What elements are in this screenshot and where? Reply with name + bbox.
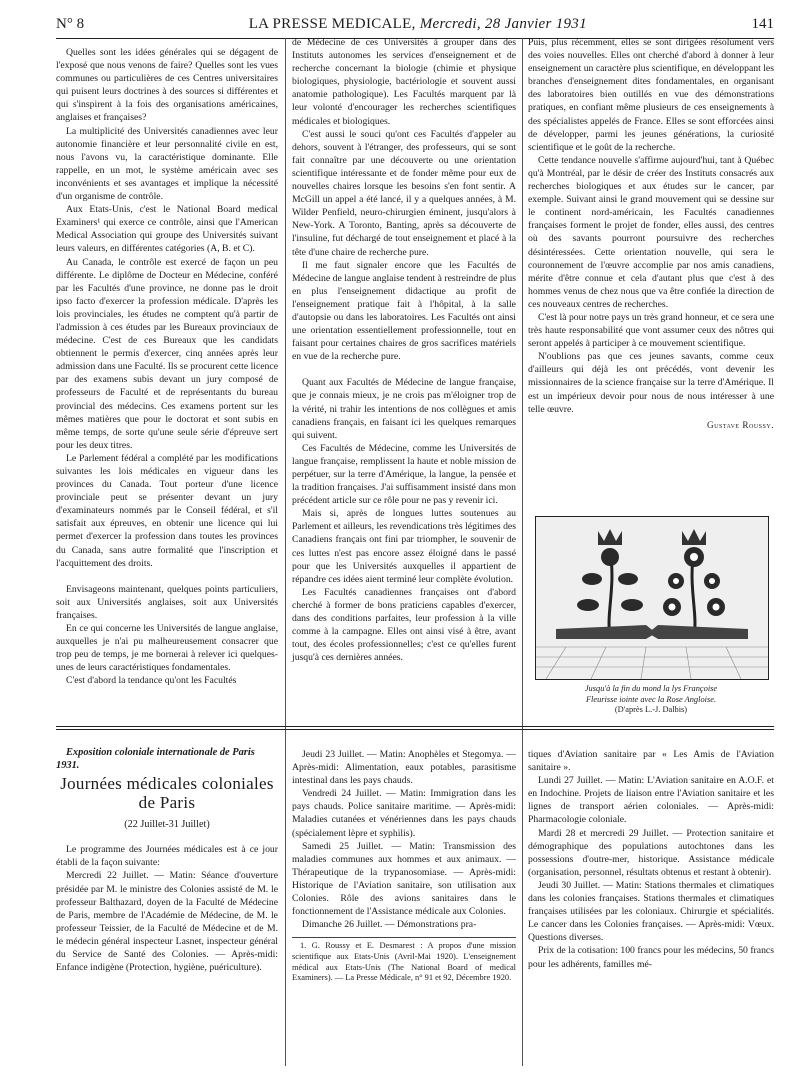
paragraph: Les Facultés canadiennes françaises ont d'abord cherché à former de bons praticiens capables d'exercer, dans des conditions parfaites, leur profession à la ville comme à la campagne. Elles ont ainsi visé à être, avant tout, des écoles professionnelles; c'est ce qu'elles furent jusqu'à ces dernières années.: [292, 586, 516, 664]
paragraph: Dimanche 26 Juillet. — Démonstrations pra-: [302, 919, 477, 931]
paragraph: Il me faut signaler encore que les Facultés de Médecine de langue anglaise tendent à restreindre de plus en plus l'enseignement didactique au profit de l'enseignement pratique fait à l'hôpital, à la salle d'autopsie ou dans les laboratoires. Les Facultés ont ainsi une orientation essentiellement professionnelle, tout en faisant pour certaines chaires de gros sacrifices matériels en vue de la recherche pure.: [292, 259, 516, 363]
figure-caption: [528, 684, 774, 716]
journees-column-3: [528, 748, 774, 971]
paragraph: Quant aux Facultés de Médecine de langue française, que je connais mieux, je ne crois pas m'éloigner trop de la vérité, ni trahir les intentions de nos collègues et amis canadiens français, en faisant ici les quelques remarques qui suivent.: [292, 377, 516, 441]
paragraph: de Médecine de ces Universités à grouper dans des Instituts autonomes les services d'enseignement et de recherche concernant la biologie (chimie et physique biologiques, physiologie, bactériologie et souvent aussi anatomie pathologique). Les Facultés marquent par là leur volonté d'encourager les recherches scientifiques médicales et biologiques.: [292, 37, 516, 127]
footnote-text: 1. G. Roussy et E. Desmarest : A propos d'une mission scientifique aux Etats-Unis (Avril-Mai 1920). L'enseignement médical aux Etats-Unis (The National Board of medical Examiners). — La Presse Médicale, n° 91 et 92, Décembre 1920.: [292, 941, 516, 983]
paragraph: Jeudi 30 Juillet. — Matin: Stations thermales et climatiques dans les colonies françaises. Stations thermales et climatiques françaises utilisées par les coloniaux. Chirurgie et spécialités. Le cancer dans les Colonies françaises. — Après-midi: Vœux. Questions diverses.: [528, 879, 774, 944]
paragraph: En ce qui concerne les Universités de langue anglaise, auxquelles je n'ai pu malheureusement consacrer que trop peu de temps, je me bornerai à relever ici quelques-unes de leurs caractéristiques fondamentales.: [56, 623, 278, 674]
paragraph: Lundi 27 Juillet. — Matin: L'Aviation sanitaire en A.O.F. et en Indochine. Projets de liaison entre l'Aviation sanitaire et les lignes de transport aérien coloniales. — Après-midi: Pharmacologie coloniale.: [528, 775, 774, 826]
page-number: 141: [751, 16, 774, 32]
article-column-1: [56, 46, 278, 688]
paragraph: Prix de la cotisation: 100 francs pour les médecins, 50 francs pour les adhérents, familles mé-: [528, 945, 774, 970]
journal-title: LA PRESSE MEDICALE,: [248, 16, 416, 32]
article-column-3: [528, 36, 774, 432]
paragraph: tiques d'Aviation sanitaire par « Les Amis de l'Aviation sanitaire ».: [528, 749, 774, 774]
section-divider: [56, 726, 774, 727]
journees-column-2: [292, 748, 516, 984]
issue-number: N° 8: [56, 16, 85, 32]
paragraph: Le programme des Journées médicales est à ce jour établi de la façon suivante:: [56, 844, 278, 869]
paragraph: Au Canada, le contrôle est exercé de façon un peu différente. Le diplôme de Docteur en Médecine, conféré par les Facultés d'une province, ne donne pas le droit ipso facto d'exercer la profession médicale. D'après les lois provinciales, les études ne comptent qu'à partir de l'admission à ces études par les Bureaux provinciaux de médecine. C'est de ces Bureaux que les candidats obtiennent le permis d'exercer, cinq années après leur admission dans une Faculté. Ils se procurent cette licence par des examens subis devant un jury composé de professeurs de Faculté et de représentants du bureau provincial des médecins. Ces examens portent sur les mêmes matières que pour le doctorat et sont subis en même temps, de sorte qu'une seule série d'épreuve sert pour les deux titres.: [56, 256, 278, 451]
paragraph: Cette tendance nouvelle s'affirme aujourd'hui, tant à Québec qu'à Montréal, par le désir de créer des Instituts consacrés aux recherches biologiques et aux études sur le cancer, par exemple. Suivant ainsi le grand mouvement qui se dessine sur le continent nord-américain, les Facultés canadiennes françaises forment le projet de fonder, elles aussi, des centres où des savants pourront poursuivre des recherches désintéressées. Cette orientation nouvelle, qui sera le couronnement de l'œuvre accomplie par nos amis canadiens, mérite d'être connue et cela d'autant plus que c'est à des hommes venus de chez nous que va être confiée la direction de ces nouveaux centres de recherches.: [528, 154, 774, 310]
paragraph: Jeudi 23 Juillet. — Matin: Anophèles et Stegomya. — Après-midi: Alimentation, eaux potables, parasitisme intestinal dans les pays chauds.: [292, 749, 516, 787]
paragraph: Mardi 28 et mercredi 29 Juillet. — Protection sanitaire et démographique des populations autochtones dans les possessions d'outre-mer, historique. Assistance médicale (organisation, personnel, résultats obtenus et restant à obtenir).: [528, 827, 774, 878]
paragraph: Aux Etats-Unis, c'est le National Board medical Examiners¹ qui exerce ce contrôle, ainsi que l'American Medical Association qui groupe des Universités suivant leurs valeurs, en différentes catégories (A, B. et C).: [56, 204, 278, 255]
journees-dates: (22 Juillet-31 Juillet): [124, 819, 210, 831]
paragraph: Mais si, après de longues luttes soutenues au Parlement et ailleurs, les revendications très légitimes des Canadiens français ont fini par triompher, le souvenir de ces luttes n'est pas encore assez éloigné dans le passé pour que les Universités auxquelles il appartient de répandre ces idées aient terminé leur complète évolution.: [292, 508, 516, 585]
paragraph: Vendredi 24 Juillet. — Matin: Immigration dans les pays chauds. Police sanitaire maritime. — Après-midi: Maladies cutanées et vénériennes dans les pays chauds (spécialement lèpre et syphilis).: [292, 788, 516, 839]
journal-page: [56, 14, 774, 1074]
section-divider: [56, 729, 774, 730]
engraving-image: [536, 517, 768, 679]
paragraph: C'est d'abord la tendance qu'ont les Facultés: [66, 675, 237, 687]
paragraph: Envisageons maintenant, quelques points particuliers, soit aux Universités anglaises, soit aux Universités françaises.: [56, 583, 278, 621]
paragraph: N'oublions pas que ces jeunes savants, comme ceux d'ailleurs qui déjà les ont précédés, vont devenir les missionnaires de la science française sur la terre d'Amérique. Il est un impérieux devoir pour nous de nous intéresser à une telle œuvre.: [528, 351, 774, 415]
exposition-heading: Exposition coloniale internationale de Paris 1931.: [56, 747, 255, 772]
issue-date: Mercredi, 28 Janvier 1931: [419, 16, 587, 32]
footnote: [292, 937, 516, 983]
column-divider: [285, 736, 286, 1066]
journees-title: Journées médicales coloniales de Paris: [60, 774, 274, 813]
journal-title-line: [249, 16, 587, 33]
paragraph: C'est là pour notre pays un très grand honneur, et ce sera une très haute responsabilité que vont assumer ceux des nôtres qui seront appelés à participer à ce mouvement scientifique.: [528, 311, 774, 350]
caption-line: Jusqu'à la fin du mond la lys Françoise: [584, 684, 718, 693]
journees-column-1: [56, 746, 278, 974]
paragraph: La multiplicité des Universités canadiennes avec leur autonomie financière et leur personnalité civile en est, nous l'avons vu, la caractéristique dominante. Elle rappelle, en un mot, le système américain avec ses inconvénients et ses avantages et implique la nécessité d'un organisme de contrôle.: [56, 125, 278, 203]
paragraph: C'est aussi le souci qu'ont ces Facultés d'appeler au dehors, souvent à l'étranger, des professeurs, qui se sont fait connaître par une découverte ou une orientation scientifique intéressante et de fonder même pour eux de nouvelles chaires lorsque les besoins s'en font sentir. A McGill un appel a été lancé, il y a quelques années, à M. Wilder Penfield, neuro-chirurgien éminent, jusqu'alors à New-York. A Toronto, Banting, après sa découverte de l'insuline, fut déchargé de tout enseignement et placé à la tête d'une chaire de recherche pure.: [292, 128, 516, 258]
caption-credit: (D'après L.-J. Dalbis): [614, 705, 688, 714]
paragraph: Ces Facultés de Médecine, comme les Universités de langue française, remplissent la haute et noble mission de perpétuer, sur la terre d'Amérique, la langue, la pensée et la tradition françaises. J'ai suffisamment insisté dans mon précédent article sur ce rôle pour ne pas y revenir ici.: [292, 442, 516, 507]
article-column-2: [292, 36, 516, 664]
paragraph: Mercredi 22 Juillet. — Matin: Séance d'ouverture présidée par M. le ministre des Colonies assisté de M. le professeur Balthazard, doyen de la Faculté de Médecine de Paris, membre de l'Académie de Médecine, de M. le professeur Teissier, de la Faculté de Médecine et de M. le médecin général inspecteur Lasnet, inspecteur général du Service de Santé des Colonies. — Après-midi: Enfance indigène (Protection, hygiène, puériculture).: [56, 870, 278, 974]
paragraph: Le Parlement fédéral a complété par les modifications suivantes les lois médicales en vigueur dans les provinces du Canada. Tout porteur d'une licence provinciale peut se présenter devant un jury d'examinateurs nommés par le Conseil fédéral, et s'il satisfait aux épreuves, en obtenir une licence qui lui permet d'exercer la profession dans toutes les provinces du Canada, sans autre formalité que l'inscription et l'acquittement des droits.: [56, 452, 278, 569]
rose-and-lily-engraving: [535, 516, 769, 680]
paragraph: Samedi 25 Juillet. — Matin: Transmission des maladies communes aux hommes et aux animaux. — Thérapeutique de la trypanosomiase. — Après-midi: Historique de l'Aviation sanitaire, son utilisation aux Colonies. Rôle des avions sanitaires dans le fonctionnement de l'Assistance médicale aux Colonies.: [292, 840, 516, 918]
caption-line: Fleurisse iointe avec la Rose Angloise.: [585, 694, 717, 704]
column-divider: [522, 38, 523, 738]
author-signature: Gustave Roussy.: [707, 419, 774, 430]
column-divider: [522, 736, 523, 1066]
paragraph: Quelles sont les idées générales qui se dégagent de l'exposé que nous venons de faire? Quelles sont les vues communes ou particulières de ces Centres universitaires qui puisent leurs doctrines à des sources si différentes et qui s'inspirent à la fois des organisations américaines, anglaises et françaises?: [56, 47, 278, 124]
paragraph: Puis, plus récemment, elles se sont dirigées résolument vers des voies nouvelles. Elles ont cherché d'abord à donner à leur enseignement un caractère plus scientifique, en développant les branches d'enseignement dites fondamentales, en organisant des laboratoires bien outillés en vue des démonstrations pratiques, en confiant même plusieurs de ces enseignements à des spécialistes appelés de France. Elles se sont efforcées ainsi de développer, parmi les jeunes générations, la curiosité scientifique et le goût de la recherche.: [528, 37, 774, 153]
column-divider: [285, 38, 286, 738]
